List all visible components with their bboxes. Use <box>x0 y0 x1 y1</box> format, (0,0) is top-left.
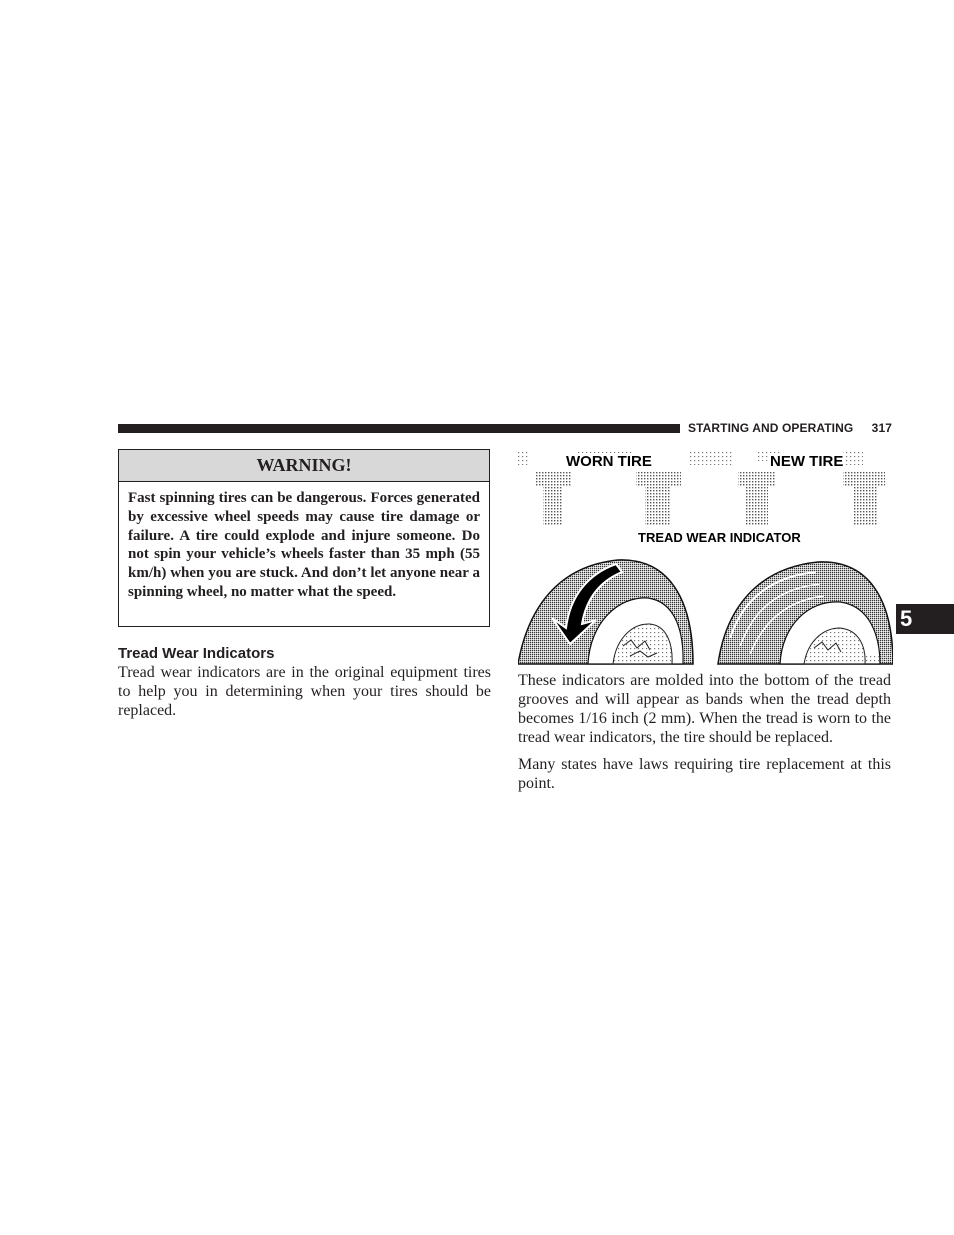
chapter-tab: 5 <box>896 604 954 634</box>
tire-illustration <box>518 448 893 666</box>
section-title: STARTING AND OPERATING <box>688 421 854 435</box>
running-header <box>688 420 892 436</box>
tread-wear-figure <box>518 448 893 666</box>
warning-title: WARNING! <box>119 450 489 482</box>
section-heading: Tread Wear Indicators <box>118 645 275 662</box>
worn-tire-label: WORN TIRE <box>566 453 652 470</box>
warning-text: Fast spinning tires can be dangerous. Forces generated by excessive wheel speeds may cause tire damage or failure. A tire could explode and injure someone. Do not spin your vehicle’s wheels faster than 35 mph (55 km/h) when you are stuck. And don’t let anyone near a spinning wheel, no matter what the speed. <box>128 490 480 600</box>
tread-wear-indicator-label: TREAD WEAR INDICATOR <box>638 530 801 545</box>
new-tire-illustration <box>718 562 893 664</box>
indicator-paragraph: These indicators are molded into the bottom of the tread grooves and will appear as bands when the tread depth becomes 1/16 inch (2 mm). When the tread is worn to the tread wear indicators, the tire should be replaced. <box>518 672 891 746</box>
header-rule <box>118 424 680 433</box>
new-tire-label: NEW TIRE <box>770 453 844 470</box>
warning-box <box>118 449 490 627</box>
laws-paragraph: Many states have laws requiring tire replacement at this point. <box>518 756 891 792</box>
intro-paragraph: Tread wear indicators are in the original equipment tires to help you in determining when your tires should be replaced. <box>118 664 491 719</box>
page-number: 317 <box>871 421 892 435</box>
